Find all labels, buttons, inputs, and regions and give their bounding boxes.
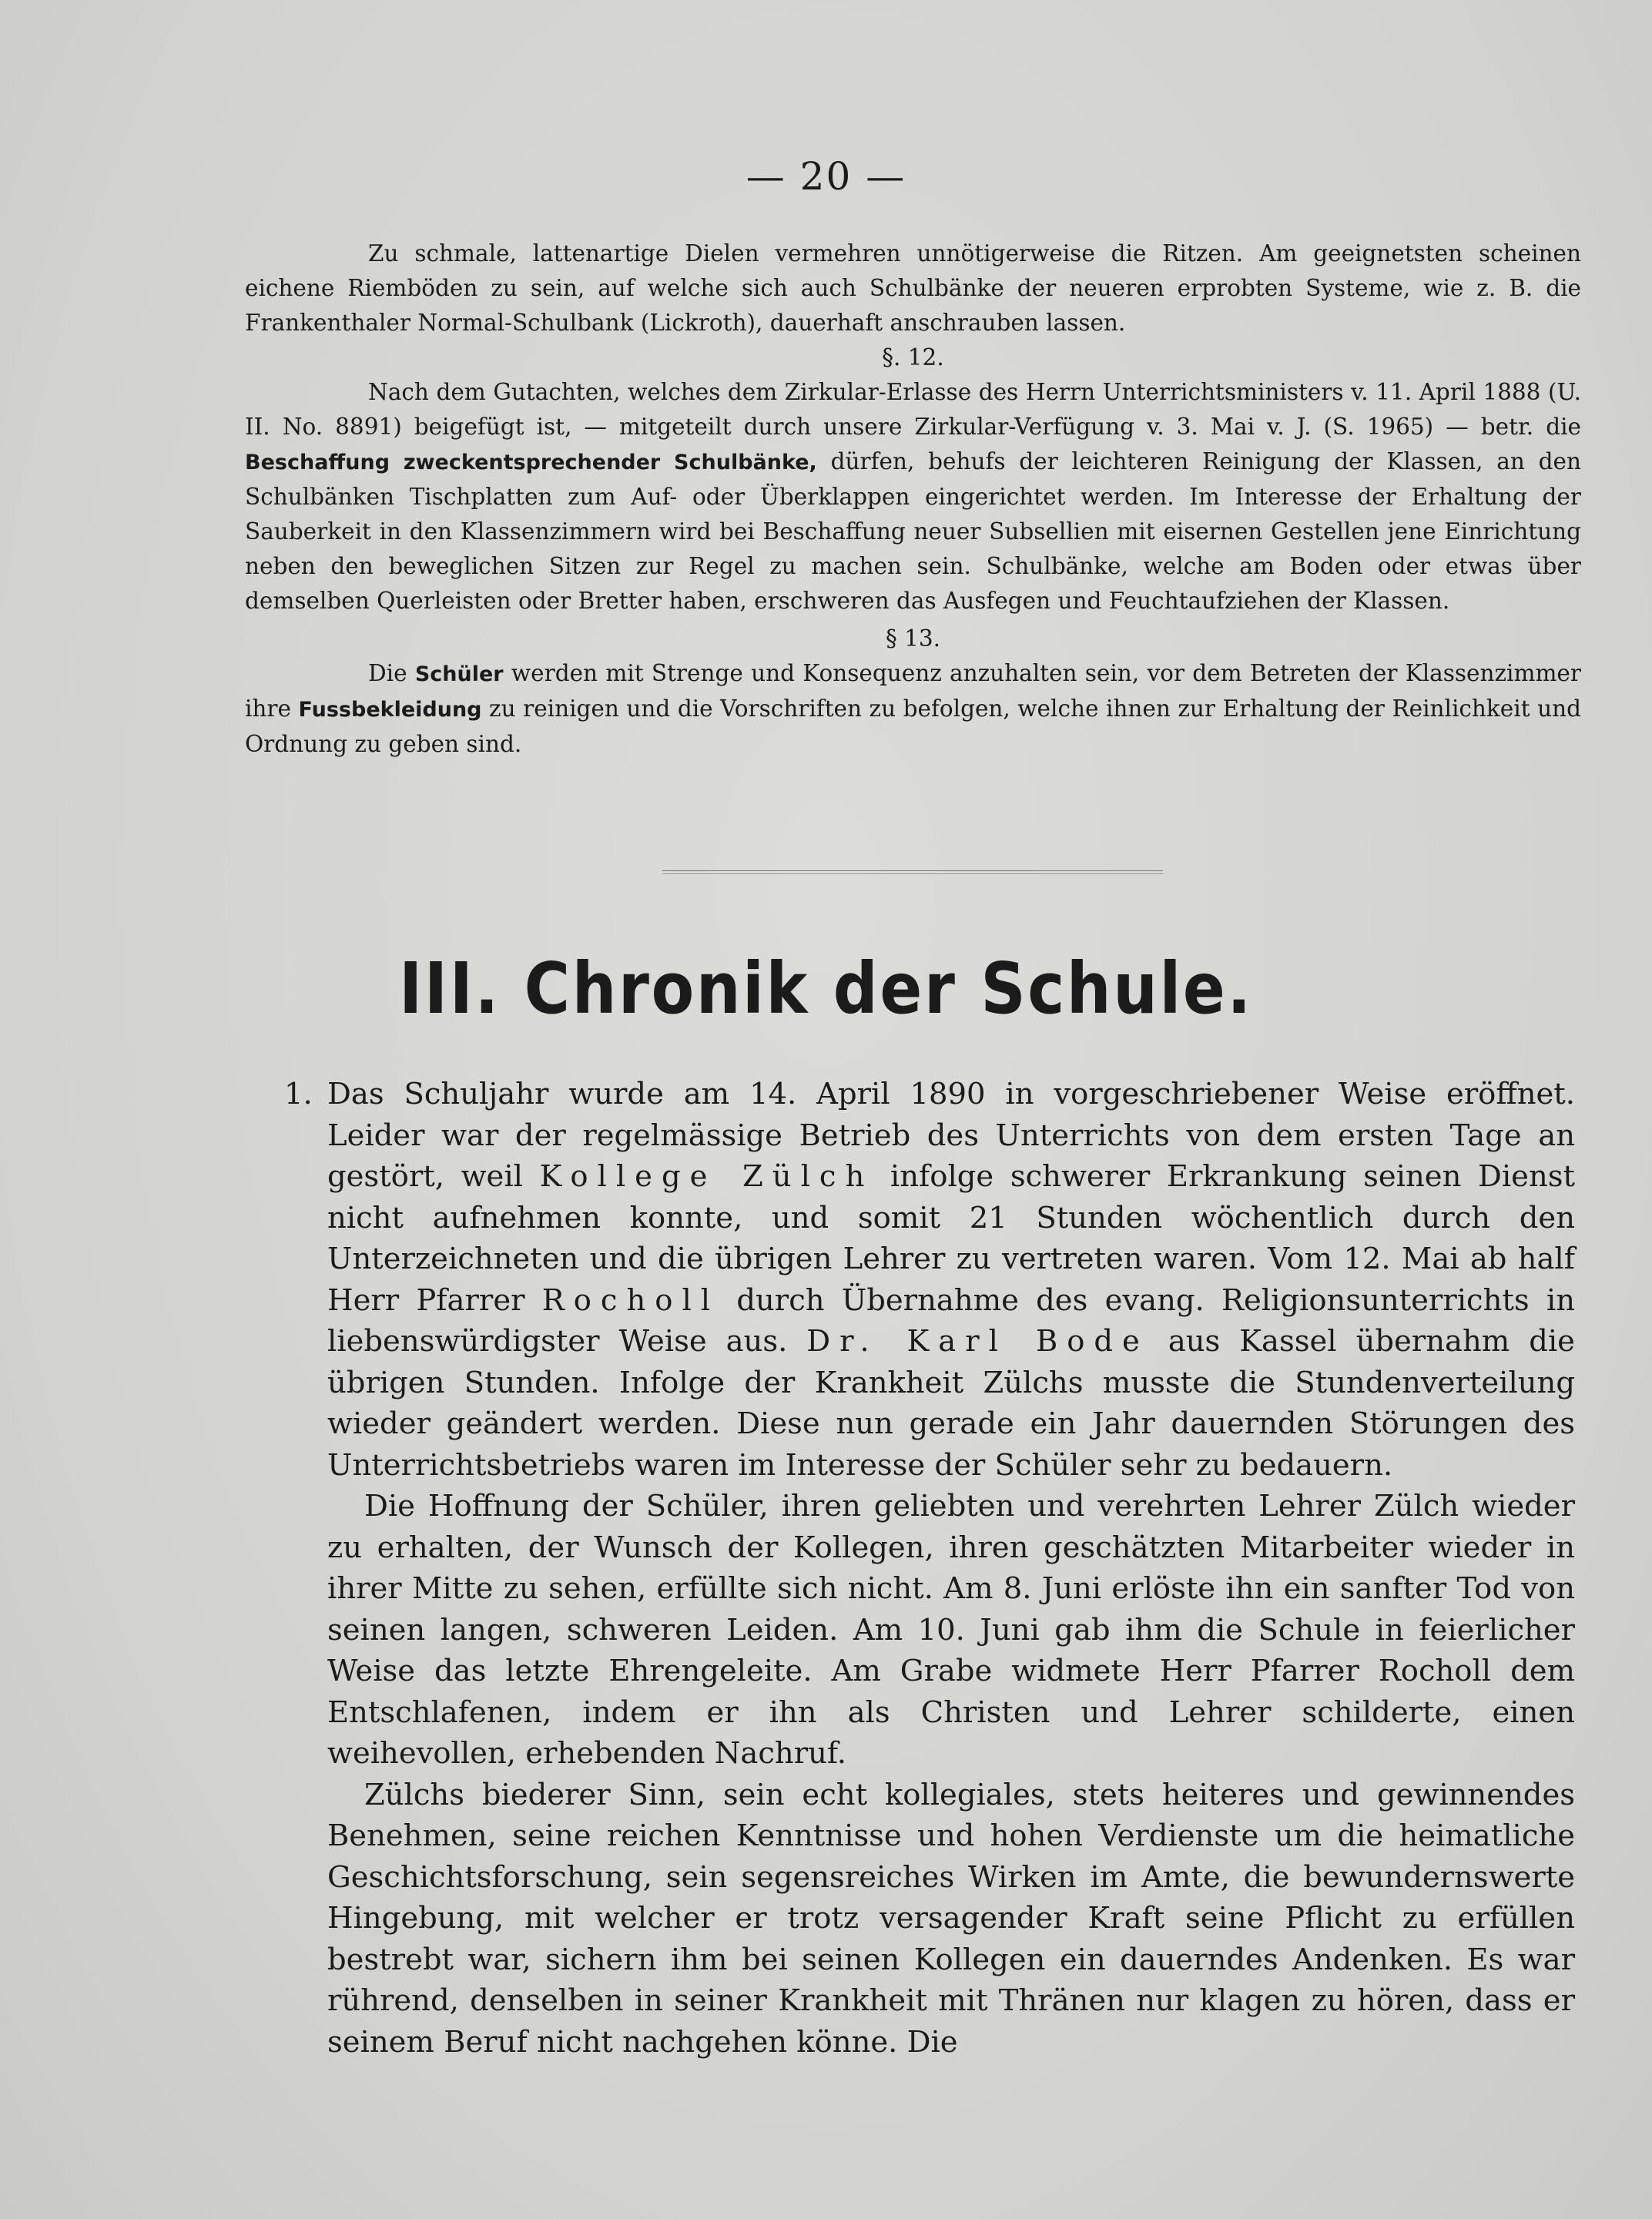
chronicle-paragraph-3: Zülchs biederer Sinn, sein echt kollegiales, stets heiteres und gewinnendes Benehmen, seine reichen Kenntnisse und hohen Verdienste um die heimatliche Geschichtsforschung, sein segensreiches Wirken im Amte, die bewundernswerte Hingebung, mit welcher er trotz versagender Kraft seine Pflicht zu erfüllen bestrebt war, sichern ihm bei seinen Kollegen ein dauerndes Andenken. Es war rührend, denselben in seiner Krankheit mit Thränen nur klagen zu hören, dass er seinem Beruf nicht nachgehen könne. Die xyxy=(327,1777,1575,2060)
paragraph-pupils-text-b: werden mit Strenge und Konsequenz anzuhalten sein, vor dem Betreten der Klassenzimmer ihre xyxy=(245,660,1581,722)
paragraph-benches-bold: Beschaffung zweckentsprechender Schulbänke, xyxy=(245,451,817,474)
chronicle-p1-text-b: infolge schwerer Erkrankung seinen Dienst nicht aufnehmen konnte, und somit 21 Stunden wöchentlich durch den Unterzeichneten und die übrigen Lehrer zu vertreten waren. Vom 12. Mai ab half Herr Pfarrer xyxy=(327,1159,1575,1318)
chronicle-section xyxy=(284,1074,1575,2063)
chapter-heading: III. Chronik der Schule. xyxy=(399,947,1253,1030)
paragraph-pupils-text-a: Die xyxy=(368,660,407,686)
name-rocholl: Rocholl xyxy=(541,1282,720,1318)
paragraph-floors-text: Zu schmale, lattenartige Dielen vermehren unnötigerweise die Ritzen. Am geeignetsten scheinen eichene Riemböden zu sein, auf welche sich auch Schulbänke der neueren erprobten Systeme, wie z. B. die Frankenthaler Normal-Schulbank (Lickroth), dauerhaft anschrauben lassen. xyxy=(245,240,1581,336)
paragraph-pupils-bold-1: Schüler xyxy=(414,662,504,686)
chronicle-paragraph-2: Die Hoffnung der Schüler, ihren geliebten und verehrten Lehrer Zülch wieder zu erhalten, der Wunsch der Kollegen, ihren geschätzten Mitarbeiter wieder in ihrer Mitte zu sehen, erfüllte sich nicht. Am 8. Juni erlöste ihn ein sanfter Tod von seinen langen, schweren Leiden. Am 10. Juni gab ihm die Schule in feierlicher Weise das letzte Ehrengeleite. Am Grabe widmete Herr Pfarrer Rocholl dem Entschlafenen, indem er ihn als Christen und Lehrer schilderte, einen weihevollen, erhebenden Nachruf. xyxy=(327,1489,1575,1771)
section-13-heading: § 13. xyxy=(885,625,941,652)
item-number: 1. xyxy=(284,1077,313,1111)
paragraph-benches-text-a: Nach dem Gutachten, welches dem Zirkular-Erlasse des Herrn Unterrichtsministers v. 11. April 1888 (U. II. No. 8891) beigefügt ist, — mitgeteilt durch unsere Zirkular-Verfügung v. 3. Mai v. J. (S. 1965) — betr. die xyxy=(245,379,1581,440)
name-karl-bode: Dr. Karl Bode xyxy=(806,1324,1149,1359)
section-12-heading: §. 12. xyxy=(882,344,944,370)
regulations-section xyxy=(245,236,1581,762)
chronicle-p1-text-c: durch Übernahme des evang. Religionsunterrichts in liebenswürdigster Weise aus. xyxy=(327,1282,1575,1359)
page-number: — 20 — xyxy=(746,154,906,199)
paragraph-floors xyxy=(245,236,1581,340)
chronicle-paragraph-1 xyxy=(284,1074,1575,1486)
name-kollege-zuelch: Kollege Zülch xyxy=(539,1159,874,1194)
paragraph-pupils-text-c: zu reinigen und die Vorschriften zu befolgen, welche ihnen zur Erhaltung der Reinlichkeit und Ordnung zu geben sind. xyxy=(245,696,1581,757)
paragraph-school-benches xyxy=(245,375,1581,618)
chronicle-p1-text-d: aus Kassel übernahm die übrigen Stunden. Infolge der Krankheit Zülchs musste die Stundenverteilung wieder geändert werden. Diese nun gerade ein Jahr dauernden Störungen des Unterrichtsbetriebs waren im Interesse der Schüler sehr zu bedauern. xyxy=(327,1324,1575,1483)
paragraph-pupils-bold-2: Fussbekleidung xyxy=(298,698,482,722)
section-divider xyxy=(662,870,1163,874)
paragraph-pupils xyxy=(245,656,1581,762)
paragraph-benches-text-b: dürfen, behufs der leichteren Reinigung der Klassen, an den Schulbänken Tischplatten zum Auf- oder Überklappen eingerichtet werden. Im Interesse der Erhaltung der Sauberkeit in den Klassenzimmern wird bei Beschaffung neuer Subsellien mit eisernen Gestellen jene Einrichtung neben den beweglichen Sitzen zur Regel zu machen sein. Schulbänke, welche am Boden oder etwas über demselben Querleisten oder Bretter haben, erschweren das Ausfegen und Feuchtaufziehen der Klassen. xyxy=(245,448,1581,614)
chronicle-p1-text-a: Das Schuljahr wurde am 14. April 1890 in vorgeschriebener Weise eröffnet. Leider war der regelmässige Betrieb des Unterrichts von dem ersten Tage an gestört, weil xyxy=(327,1077,1575,1194)
